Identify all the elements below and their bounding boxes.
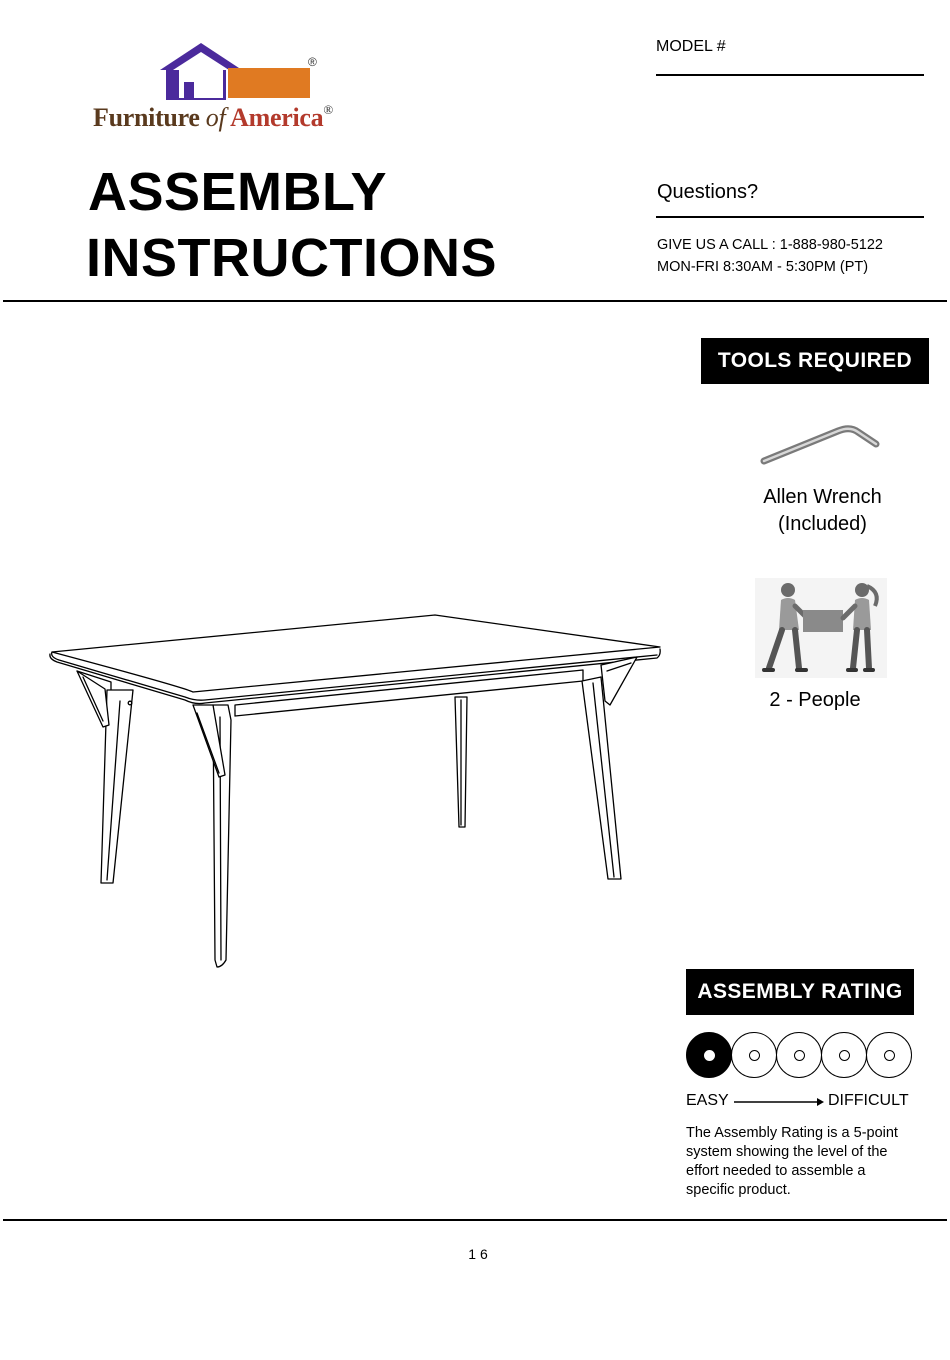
rating-circle-1	[686, 1032, 732, 1078]
call-hours-line: MON-FRI 8:30AM - 5:30PM (PT)	[657, 259, 869, 275]
page-title-line2: INSTRUCTIONS	[86, 228, 497, 288]
difficult-label: DIFFICULT	[828, 1092, 909, 1109]
brand-logo	[90, 40, 390, 140]
model-number-line	[656, 74, 924, 76]
rating-circle-2	[731, 1032, 777, 1078]
model-label: MODEL #	[656, 38, 726, 55]
questions-divider	[656, 216, 924, 218]
questions-heading: Questions?	[657, 181, 759, 203]
house-logo-icon	[160, 40, 320, 100]
rating-dot-icon	[704, 1050, 715, 1061]
header-divider	[3, 300, 947, 302]
rating-dot-icon	[794, 1050, 805, 1061]
call-phone-line: GIVE US A CALL : 1-888-980-5122	[657, 237, 883, 253]
rating-dot-icon	[839, 1050, 850, 1061]
footer-divider	[3, 1219, 947, 1221]
rating-circle-4	[821, 1032, 867, 1078]
contact-info	[657, 234, 883, 278]
tools-required-heading: TOOLS REQUIRED	[701, 338, 929, 384]
two-people-icon	[755, 578, 887, 678]
page-number: 16	[468, 1246, 492, 1262]
brand-wordmark: Furniture of America®	[93, 102, 333, 132]
easy-label: EASY	[686, 1092, 729, 1109]
registered-mark: ®	[308, 55, 317, 69]
rating-dot-icon	[749, 1050, 760, 1061]
rating-circle-5	[866, 1032, 912, 1078]
rating-description: The Assembly Rating is a 5-point system showing the level of the effort needed to assemble a specific product.	[686, 1125, 898, 1198]
page-title-line1: ASSEMBLY	[88, 162, 388, 222]
rating-circle-3	[776, 1032, 822, 1078]
rating-scale	[686, 1032, 916, 1080]
rating-dot-icon	[884, 1050, 895, 1061]
allen-wrench-icon	[758, 418, 883, 473]
arrow-right-icon	[733, 1094, 825, 1110]
assembly-rating-heading: ASSEMBLY RATING	[686, 969, 914, 1015]
table-illustration	[45, 605, 670, 975]
allen-wrench-label: Allen Wrench (Included)	[763, 486, 882, 535]
people-label: 2 - People	[769, 689, 861, 711]
